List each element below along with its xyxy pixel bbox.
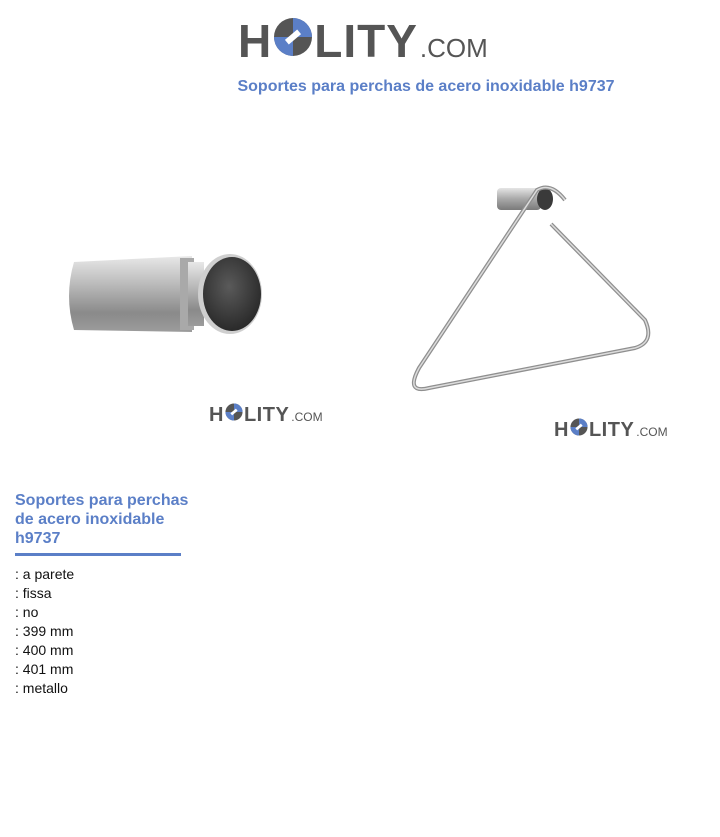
- logo-letters-lity: LITY: [314, 15, 418, 67]
- logo-suffix: .COM: [291, 410, 323, 424]
- logo-suffix: .COM: [419, 33, 488, 63]
- logo-letter-h: H: [238, 15, 273, 67]
- logo-letters-lity: LITY: [588, 419, 635, 441]
- spec-item: : 399 mm: [15, 622, 74, 641]
- spec-item: : 401 mm: [15, 660, 74, 679]
- triangle-towel-ring-icon: [405, 180, 655, 400]
- spec-item: : 400 mm: [15, 641, 74, 660]
- logo-o-icon: [225, 403, 243, 421]
- wall-knob-icon: [62, 248, 267, 343]
- spec-item: : fissa: [15, 584, 74, 603]
- small-logo-1: [209, 403, 323, 427]
- logo-suffix: .COM: [636, 425, 668, 439]
- logo-o-icon: [570, 418, 588, 436]
- small-logo-2: [554, 418, 668, 442]
- spec-list: [15, 565, 74, 698]
- logo-letters-lity: LITY: [243, 404, 290, 426]
- product-title: Soportes para perchas de acero inoxidable h9737: [15, 492, 189, 547]
- spec-item: : metallo: [15, 679, 74, 698]
- title-divider: [15, 553, 181, 556]
- logo-letter-h: H: [554, 419, 569, 441]
- logo-o-icon: [273, 17, 313, 57]
- spec-item: : no: [15, 603, 74, 622]
- spec-item: : a parete: [15, 565, 74, 584]
- brand-logo[interactable]: [238, 12, 488, 70]
- page-title: Soportes para perchas de acero inoxidable h9737: [237, 78, 615, 95]
- logo-letter-h: H: [209, 404, 224, 426]
